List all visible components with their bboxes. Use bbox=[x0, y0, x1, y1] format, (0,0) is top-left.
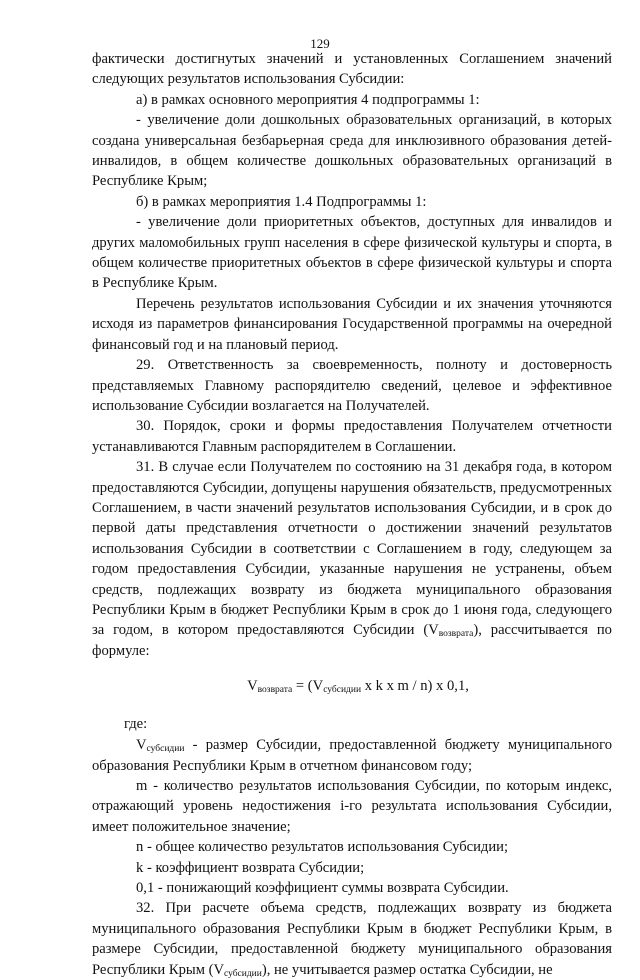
formula-lhs-subscript: возврата bbox=[257, 685, 293, 696]
document-body bbox=[92, 49, 612, 980]
clause-31-subscript: возврата bbox=[438, 629, 474, 640]
clause-32-text: 32. При расчете объема средств, подлежащих возврату из бюджета муниципального образования Республики Крым в бюджет Республики Крым, в размере Субсидии, предоставленной бюджету муниципального образования Республики Крым (V bbox=[92, 900, 612, 978]
definition-coefficient: 0,1 - понижающий коэффициент суммы возврата Субсидии. bbox=[136, 880, 509, 897]
paragraph-results-list: Перечень результатов использования Субсидии и их значения уточняются исходя из параметров финансирования Государственной программы на очередной финансовый год и на плановый период. bbox=[92, 295, 612, 353]
definition-k: k - коэффициент возврата Субсидии; bbox=[136, 859, 365, 876]
formula-mid: = (V bbox=[292, 678, 324, 695]
definition-v-subscript: субсидии bbox=[146, 744, 185, 755]
item-b-result: - увеличение доли приоритетных объектов, доступных для инвалидов и других маломобильных групп населения в сфере физической культуры и спорта, в общем количестве приоритетных объектов в сфере физической культуры и спорта в Республике Крым. bbox=[92, 214, 612, 292]
page-number: 129 bbox=[310, 36, 330, 51]
clause-32 bbox=[92, 898, 612, 980]
formula-rest: x k x m / n) x 0,1, bbox=[361, 678, 469, 695]
definition-v-text: - размер Субсидии, предоставленной бюджету муниципального образования Республики Крым в отчетном финансовом году; bbox=[92, 737, 612, 774]
paragraph-intro: фактически достигнутых значений и установленных Соглашением значений следующих результатов использования Субсидии: bbox=[92, 51, 612, 88]
definition-n: n - общее количество результатов использования Субсидии; bbox=[136, 839, 509, 856]
clause-31-text: 31. В случае если Получателем по состоянию на 31 декабря года, в котором предоставляются Субсидии, допущены нарушения обязательств, предусмотренных Соглашением, в части значений результатов использования Субсидии, и в срок до первой даты представления отчетности о достижении значений результатов использования Субсидии в соответствии с Соглашением в году, следующем за годом предоставления Субсидии, указанные нарушения не устранены, объем средств, подлежащих возврату из бюджета муниципального образования Республики Крым в бюджет Республики Крым в срок до 1 июня года, следующего за годом, в котором предоставляются Субсидии (V bbox=[92, 459, 612, 639]
clause-31 bbox=[92, 457, 612, 661]
clause-32-end: ), не учитывается размер остатка Субсидии, не bbox=[261, 961, 553, 978]
item-a-heading: а) в рамках основного мероприятия 4 подпрограммы 1: bbox=[136, 91, 480, 108]
where-label: где: bbox=[124, 716, 148, 733]
formula-lhs: V bbox=[247, 678, 258, 695]
clause-29: 29. Ответственность за своевременность, полноту и достоверность представляемых Главному распорядителю сведений, целевое и эффективное использование Субсидии возлагается на Получателей. bbox=[92, 357, 612, 414]
refund-formula bbox=[92, 675, 612, 697]
clause-32-subscript: субсидии bbox=[223, 968, 262, 979]
item-a-result: - увеличение доли дошкольных образовательных организаций, в которых создана универсальная безбарьерная среда для инклюзивного образования детей-инвалидов, в общем количестве дошкольных образовательных организаций в Республике Крым; bbox=[92, 112, 612, 190]
definition-v-symbol: V bbox=[136, 737, 147, 754]
formula-mid-subscript: субсидии bbox=[323, 685, 362, 696]
item-b-heading: б) в рамках мероприятия 1.4 Подпрограммы 1: bbox=[136, 193, 427, 210]
definition-m: m - количество результатов использования Субсидии, по которым индекс, отражающий уровень недостижения i-го результата использования Субсидии, имеет положительное значение; bbox=[92, 778, 612, 835]
clause-30: 30. Порядок, сроки и формы предоставления Получателем отчетности устанавливаются Главным распорядителем в Соглашении. bbox=[92, 418, 612, 455]
definition-v-subsidy bbox=[92, 735, 612, 776]
clause-31-end: ), рассчитывается по формуле: bbox=[92, 622, 612, 659]
